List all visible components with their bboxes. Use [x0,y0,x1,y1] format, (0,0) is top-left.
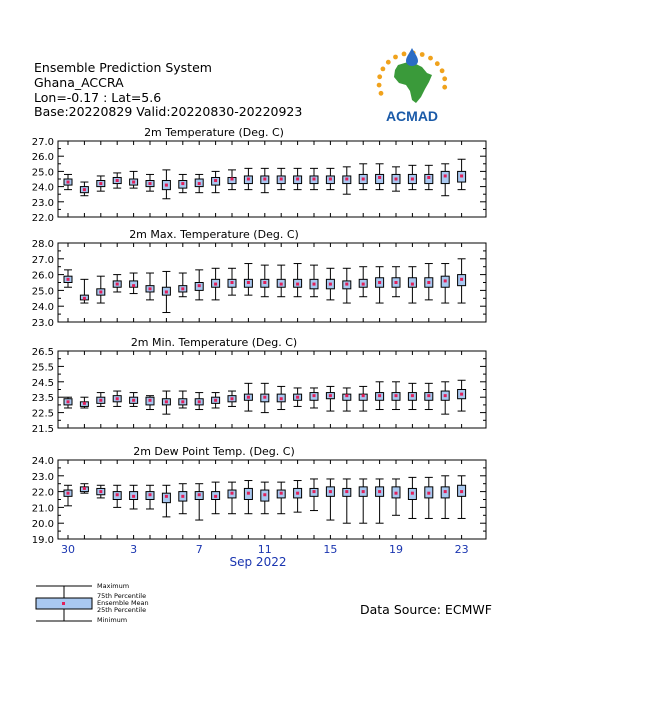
iqr-box [408,278,416,287]
legend-maximum: Maximum [97,582,130,590]
y-tick-label: 22.0 [31,213,54,224]
chart-title: 2m Min. Temperature (Deg. C) [130,336,298,349]
x-tick-label: 3 [130,543,138,556]
mean-marker [378,281,381,284]
mean-marker [247,492,250,495]
mean-marker [132,399,135,402]
mean-marker [378,394,381,397]
y-tick-label: 23.0 [31,318,54,329]
mean-marker [362,490,365,493]
mean-marker [329,394,332,397]
legend-p75: 75th Percentile [97,592,147,600]
mean-marker [67,181,70,184]
y-tick-label: 22.5 [31,408,54,420]
y-tick-label: 19.0 [31,535,54,546]
mean-marker [198,182,201,185]
mean-marker [132,284,135,287]
chart-panel [32,126,486,224]
mean-marker [99,290,102,293]
mean-marker [296,396,299,399]
mean-marker [345,394,348,397]
logo-text: ACMAD [385,108,439,124]
mean-marker [460,278,463,281]
legend-p25: 25th Percentile [97,606,147,614]
plot-frame [58,243,486,322]
mean-marker [411,178,414,181]
y-tick-label: 26.0 [31,152,54,164]
mean-marker [280,178,283,181]
mean-marker [165,290,168,293]
y-tick-label: 23.5 [31,393,54,405]
mean-marker [378,176,381,179]
y-tick-label: 27.0 [31,137,54,148]
x-tick-label: 30 [61,543,75,556]
y-tick-label: 27.0 [31,254,54,266]
iqr-box [441,171,449,183]
mean-marker [149,399,152,402]
chart-title: 2m Temperature (Deg. C) [144,126,284,139]
mean-marker [214,495,217,498]
mean-marker [395,492,398,495]
mean-marker [198,493,201,496]
x-tick-label: 23 [454,543,469,556]
mean-marker [99,182,102,185]
mean-marker [427,492,430,495]
mean-marker [378,490,381,493]
header-line-3: Lon=-0.17 : Lat=5.6 [34,90,162,105]
mean-marker [149,493,152,496]
y-tick-label: 25.0 [31,167,54,179]
y-tick-label: 23.0 [31,471,54,483]
mean-marker [263,396,266,399]
mean-marker [247,281,250,284]
mean-marker [296,492,299,495]
mean-marker [231,397,234,400]
mean-marker [280,492,283,495]
mean-marker [198,400,201,403]
mean-marker [83,188,86,191]
y-tick-label: 24.0 [31,182,54,194]
mean-marker [116,397,119,400]
header-line-1: Ensemble Prediction System [34,60,212,75]
iqr-box [425,174,433,183]
y-tick-label: 20.0 [31,519,54,531]
mean-marker [263,178,266,181]
mean-marker [116,283,119,286]
mean-marker [313,283,316,286]
legend [36,586,92,621]
mean-marker [67,492,70,495]
x-tick-label: 15 [323,543,338,556]
mean-marker [181,287,184,290]
mean-marker [427,281,430,284]
mean-marker [427,394,430,397]
mean-marker [427,176,430,179]
mean-marker [247,396,250,399]
y-tick-label: 26.0 [31,270,54,282]
chart-panel [32,336,486,435]
mean-marker [362,178,365,181]
legend-minimum: Minimum [97,616,128,624]
y-tick-label: 21.5 [31,424,54,435]
y-tick-label: 22.0 [31,487,54,499]
mean-marker [247,178,250,181]
mean-marker [99,490,102,493]
mean-marker [263,493,266,496]
mean-marker [165,184,168,187]
x-tick-label: 11 [257,543,272,556]
y-tick-label: 24.0 [31,456,54,467]
mean-marker [231,492,234,495]
iqr-box [162,493,170,502]
mean-marker [460,490,463,493]
mean-marker [395,178,398,181]
mean-marker [395,394,398,397]
mean-marker [116,493,119,496]
chart-title: 2m Dew Point Temp. (Deg. C) [133,445,295,458]
header-line-4: Base:20220829 Valid:20220830-20220923 [34,104,303,119]
mean-marker [345,178,348,181]
y-tick-label: 26.5 [31,347,54,358]
mean-marker [345,283,348,286]
y-tick-label: 23.0 [31,197,54,209]
chart-panel [32,228,486,329]
mean-marker [296,178,299,181]
legend-mean-marker [62,602,65,605]
mean-marker [329,283,332,286]
y-tick-label: 21.0 [31,503,54,515]
mean-marker [313,178,316,181]
mean-marker [411,492,414,495]
chart-panel [32,445,486,546]
mean-marker [116,179,119,182]
y-tick-label: 28.0 [31,239,54,250]
mean-marker [83,402,86,405]
mean-marker [280,397,283,400]
mean-marker [460,393,463,396]
mean-marker [280,283,283,286]
x-tick-label: 19 [389,543,403,556]
mean-marker [362,283,365,286]
y-tick-label: 25.0 [31,286,54,298]
mean-marker [313,394,316,397]
x-tick-label: 7 [195,543,203,556]
mean-marker [214,399,217,402]
mean-marker [99,399,102,402]
mean-marker [231,178,234,181]
mean-marker [460,174,463,177]
mean-marker [132,495,135,498]
mean-marker [444,490,447,493]
mean-marker [296,283,299,286]
y-tick-label: 25.5 [31,362,54,374]
mean-marker [83,297,86,300]
y-tick-label: 24.0 [31,302,54,314]
mean-marker [411,283,414,286]
plot-frame [58,141,486,217]
mean-marker [149,287,152,290]
chart-title: 2m Max. Temperature (Deg. C) [129,228,299,241]
mean-marker [181,495,184,498]
mean-marker [444,279,447,282]
y-tick-label: 24.5 [31,377,54,389]
mean-marker [263,281,266,284]
mean-marker [313,490,316,493]
mean-marker [214,283,217,286]
mean-marker [214,179,217,182]
mean-marker [444,394,447,397]
month-label: Sep 2022 [229,555,287,569]
mean-marker [395,281,398,284]
mean-marker [165,495,168,498]
legend-mean: Ensemble Mean [97,599,149,607]
mean-marker [329,178,332,181]
mean-marker [444,174,447,177]
mean-marker [231,281,234,284]
mean-marker [329,490,332,493]
data-source: Data Source: ECMWF [360,602,492,617]
mean-marker [362,394,365,397]
plot-frame [58,460,486,539]
mean-marker [181,400,184,403]
mean-marker [67,278,70,281]
header-line-2: Ghana_ACCRA [34,75,124,90]
plot-frame [58,351,486,428]
mean-marker [165,400,168,403]
mean-marker [67,400,70,403]
mean-marker [149,182,152,185]
mean-marker [181,182,184,185]
mean-marker [83,487,86,490]
iqr-box [376,174,384,183]
mean-marker [198,284,201,287]
mean-marker [132,181,135,184]
mean-marker [411,394,414,397]
mean-marker [345,490,348,493]
